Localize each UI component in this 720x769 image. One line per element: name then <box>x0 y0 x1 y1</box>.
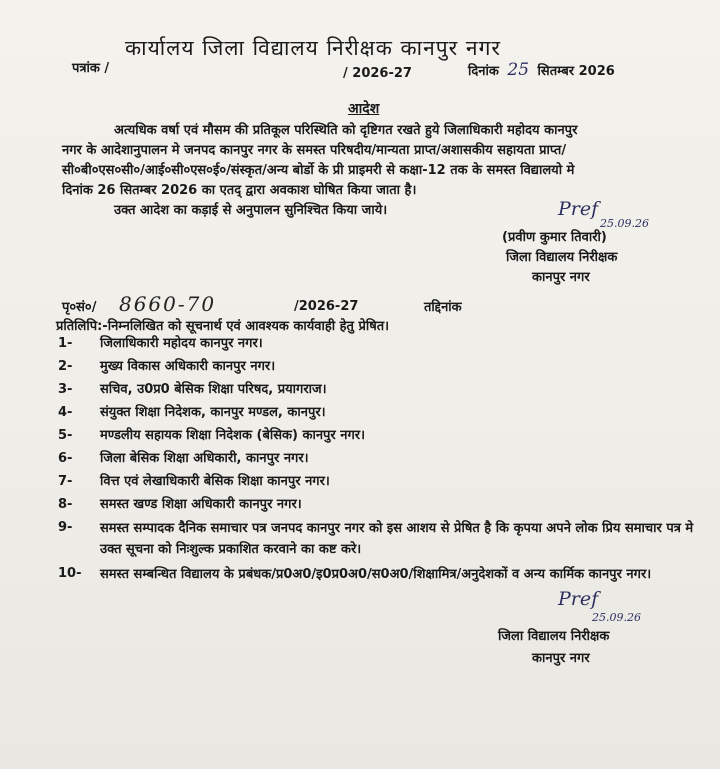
item-number: 5- <box>58 428 73 443</box>
signatory-location: कानपुर नगर <box>532 651 590 666</box>
office-title: कार्यालय जिला विद्यालय निरीक्षक कानपुर नगर <box>125 36 501 60</box>
item-text: समस्त खण्ड शिक्षा अधिकारी कानपुर नगर। <box>100 497 302 512</box>
copy-intro: प्रतिलिपि:-निम्नलिखित को सूचनार्थ एवं आवश्यक कार्यवाही हेतु प्रेषित। <box>56 319 390 334</box>
item-number: 10- <box>58 566 82 581</box>
item-number: 1- <box>58 336 73 351</box>
item-number: 9- <box>58 520 73 535</box>
order-line: नगर के आदेशानुपालन मे जनपद कानपुर नगर के समस्त परिषदीय/मान्यता प्राप्त/अशासकीय सहायता प्राप्त/ <box>62 143 567 158</box>
endorsement-number-line <box>62 292 216 316</box>
signature-block <box>502 228 617 288</box>
signatory-designation: जिला विद्यालय निरीक्षक <box>498 629 610 644</box>
item-text: वित्त एवं लेखाधिकारी बेसिक शिक्षा कानपुर नगर। <box>100 474 330 489</box>
item-text: समस्त सम्बन्धित विद्यालय के प्रबंधक/प्र0अ0/इ0प्र0अ0/स0अ0/शिक्षामित्र/अनुदेशकों व अन्य कार्मिक कानपुर नगर। <box>100 567 652 582</box>
list-item <box>48 426 688 449</box>
list-item <box>48 449 688 472</box>
handwritten-signature: Pref <box>558 198 599 220</box>
item-text: जिला बेसिक शिक्षा अधिकारी, कानपुर नगर। <box>100 451 309 466</box>
item-number: 3- <box>58 382 73 397</box>
handwritten-signature: Pref <box>558 588 599 610</box>
order-line: सी०बी०एस०सी०/आई०सी०एस०ई०/संस्कृत/अन्य बोर्डो के प्री प्राइमरी से कक्षा-12 तक के समस्त विद्यालयो मे <box>62 163 575 178</box>
recipient-list <box>48 334 694 610</box>
list-item <box>48 334 688 357</box>
signature-block <box>498 626 609 670</box>
list-item <box>48 380 688 403</box>
endorsement-year: /2026-27 <box>294 299 359 314</box>
list-item <box>48 495 688 518</box>
item-number: 4- <box>58 405 73 420</box>
signatory-location: कानपुर नगर <box>532 270 590 285</box>
date-day-handwritten: 25 <box>507 60 530 80</box>
item-number: 7- <box>58 474 73 489</box>
item-number: 2- <box>58 359 73 374</box>
signatory-designation: जिला विद्यालय निरीक्षक <box>506 250 618 265</box>
order-line: अत्यधिक वर्षा एवं मौसम की प्रतिकूल परिस्थिति को दृष्टिगत रखते हुये जिलाधिकारी महोदय कानपुर <box>114 123 578 138</box>
date-line <box>468 60 615 80</box>
item-text: मुख्य विकास अधिकारी कानपुर नगर। <box>100 359 276 374</box>
order-title: आदेश <box>348 101 380 117</box>
item-text: जिलाधिकारी महोदय कानपुर नगर। <box>100 336 263 351</box>
order-line: दिनांक 26 सितम्बर 2026 का एतद् द्वारा अवकाश घोषित किया जाता है। <box>62 183 417 198</box>
date-month-year: सितम्बर 2026 <box>537 64 615 79</box>
list-item <box>48 472 688 495</box>
item-number: 6- <box>58 451 73 466</box>
item-number: 8- <box>58 497 73 512</box>
item-text: समस्त सम्पादक दैनिक समाचार पत्र जनपद कानपुर नगर को इस आशय से प्रेषित है कि कृपया अपने लोक प्रिय समाचार पत्र मे उक्त सूचना को निःशुल्क प्रकाशित करवाने का कष्ट करे। <box>100 521 694 557</box>
signature-date: 25.09.26 <box>600 217 649 230</box>
reference-year: / 2026-27 <box>343 66 412 81</box>
list-item <box>48 518 694 564</box>
tad-date: तद्दिनांक <box>424 300 462 315</box>
list-item <box>48 403 688 426</box>
ps-label: पृ०सं०/ <box>62 300 97 315</box>
item-text: मण्डलीय सहायक शिक्षा निदेशक (बेसिक) कानपुर नगर। <box>100 428 366 443</box>
item-text: संयुक्त शिक्षा निदेशक, कानपुर मण्डल, कानपुर। <box>100 405 326 420</box>
item-text: सचिव, उ0प्र0 बेसिक शिक्षा परिषद, प्रयागराज। <box>100 382 327 397</box>
signatory-name: (प्रवीण कुमार तिवारी) <box>502 230 607 245</box>
list-item <box>48 357 688 380</box>
signature-date: 25.09.26 <box>592 611 641 624</box>
patrank-label: पत्रांक / <box>72 61 110 76</box>
order-line: उक्त आदेश का कड़ाई से अनुपालन सुनिश्चित किया जाये। <box>114 203 388 218</box>
ps-number-handwritten: 8660-70 <box>118 292 217 316</box>
date-label: दिनांक <box>468 64 499 79</box>
